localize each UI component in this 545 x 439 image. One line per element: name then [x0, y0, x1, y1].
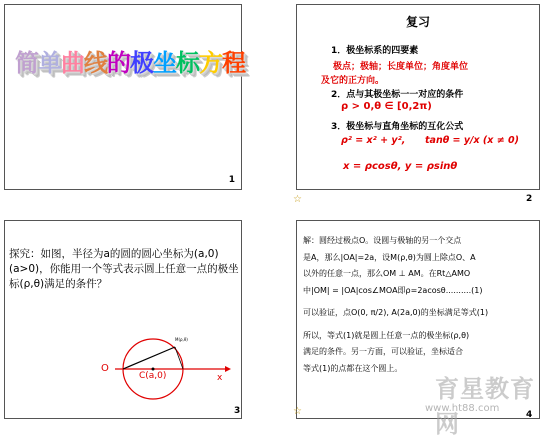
star-icon: ☆	[293, 194, 302, 205]
item-2: 2．点与其极坐标一一对应的条件	[331, 90, 464, 100]
solution-line: 所以，等式(1)就是圆上任意一点的极坐标(ρ,θ)	[303, 330, 470, 340]
question-text: 探究：如图，半径为a的圆的圆心坐标为(a,0)(a>0)，你能用一个等式表示圆上任意一点的极坐标(ρ,θ)满足的条件？	[9, 248, 239, 290]
title-char: 坐	[153, 49, 176, 77]
title-char: 极	[130, 49, 153, 77]
label-o: O	[101, 363, 109, 374]
watermark-url: www.ht88.com	[425, 403, 500, 414]
title-char: 简	[15, 49, 38, 77]
title-char: 曲	[61, 49, 84, 77]
item-2-condition: ρ > 0,θ ∈ [0,2π)	[341, 101, 432, 112]
axis-arrow-icon	[225, 366, 231, 372]
slide-1-title	[15, 43, 245, 78]
page-number-2: 2	[526, 194, 533, 204]
item-1: 1．极坐标系的四要素	[331, 46, 419, 56]
label-m: M(ρ,θ)	[175, 337, 188, 342]
title-char: 线	[84, 49, 107, 77]
circle-diagram	[5, 327, 241, 407]
item-3: 3．极坐标与直角坐标的互化公式	[331, 122, 464, 132]
solution-line: 中|OM| = |OA|cos∠MOA即ρ=2acosθ..........(1)	[303, 285, 483, 295]
page-number-1: 1	[228, 175, 235, 185]
page-number-3: 3	[234, 406, 241, 416]
formula-1b: tanθ = y/x (x ≠ 0)	[425, 135, 519, 146]
slide-3[interactable]	[4, 220, 242, 419]
slide-4[interactable]	[296, 220, 540, 438]
slide-2[interactable]	[296, 4, 540, 190]
item-1-detail-2: 及它的正方向。	[321, 76, 385, 86]
slide-1[interactable]	[4, 4, 245, 190]
item-1-detail-1: 极点；极轴；长度单位；角度单位	[333, 62, 469, 72]
label-c: C(a,0)	[139, 371, 167, 381]
formula-1a: ρ² = x² + y²,	[341, 135, 406, 146]
title-char: 的	[107, 49, 130, 77]
title-char: 标	[176, 49, 199, 77]
solution-line: 满足的条件。另一方面，可以验证，坐标适合	[303, 347, 463, 356]
label-x: x	[217, 373, 223, 383]
segment-ma	[175, 347, 183, 369]
watermark-brand: 育星教育网	[435, 375, 535, 438]
solution-line: 等式(1)的点都在这个圆上。	[303, 363, 403, 373]
title-char: 单	[38, 49, 61, 77]
formula-2: x = ρcosθ, y = ρsinθ	[343, 161, 458, 172]
solution-line: 是A，那么|OA|=2a，设M(ρ,θ)为圆上除点O、A	[303, 252, 476, 262]
solution-line: 以外的任意一点，那么OM ⊥ AM。在Rt△AMO	[303, 269, 471, 278]
radius-om	[123, 347, 175, 369]
star-icon: ☆	[293, 406, 302, 417]
solution-line: 解：圆经过极点O。设圆与极轴的另一个交点	[303, 236, 462, 245]
slide-2-heading: 复习	[405, 15, 430, 29]
solution-line: 可以验证，点O(0, π/2), A(2a,0)的坐标满足等式(1)	[303, 308, 489, 317]
solution-text	[303, 233, 537, 377]
page-number-4: 4	[526, 410, 533, 420]
title-char: 程	[222, 49, 245, 77]
title-char: 方	[199, 49, 222, 77]
